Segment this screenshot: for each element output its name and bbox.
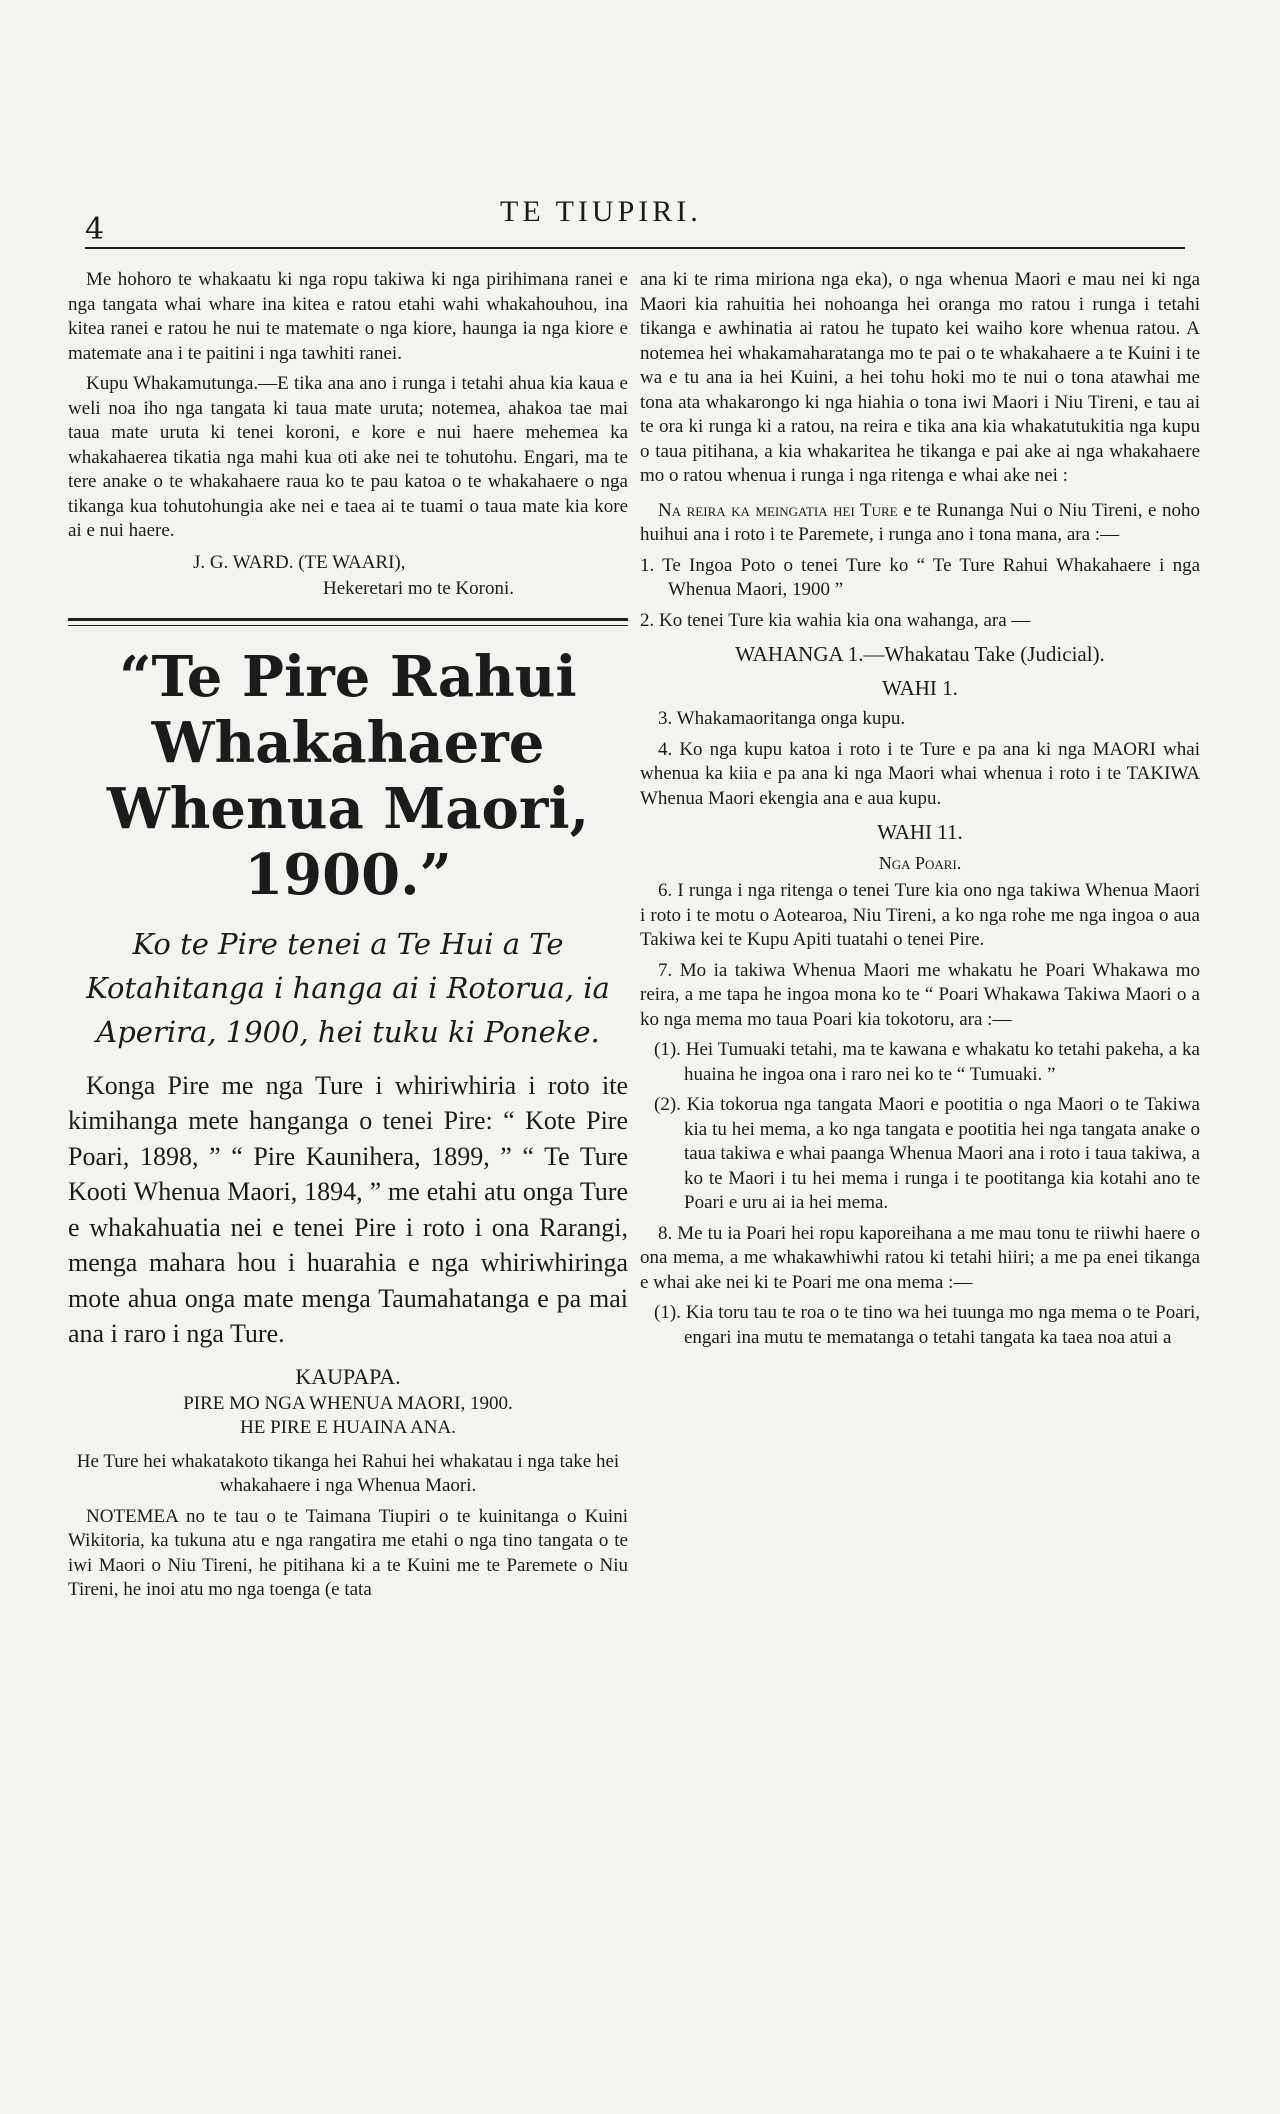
section-7-2: (2). Kia tokorua nga tangata Maori e pootitia o nga Maori o te Takiwa kia tu hei mema, a ko nga tangata e pootitia hei nga tangata anake o taua takiwa e whai paanga Whenua Maori ana i roto i taua takiwa, a ko te Maori i tu hei mema i runga i te pootitanga kia kotahi ano te Poari e uru ai ia hei mema. xyxy=(654,1094,1200,1213)
bill-title: “Te Pire Rahui Whakahaere Whenua Maori, 1900.” xyxy=(106,643,590,908)
signature-name: J. G. WARD. (TE WAARI), xyxy=(193,551,406,573)
section-divider xyxy=(68,618,628,626)
section-4: 4. Ko nga kupu katoa i roto i te Ture e pa ana ki nga MAORI whai whenua ka kiia e pa ana ki nga Maori whai whenua i roto i te TAKIWA Whenua Maori ekengia ana e aua kupu. xyxy=(640,738,1200,809)
page-number: 4 xyxy=(85,212,105,247)
wahi-1-heading: WAHI 1. xyxy=(882,676,958,700)
section-1: 1. Te Ingoa Poto o tenei Ture ko “ Te Ture Rahui Whakahaere i nga Whenua Maori, 1900 ” xyxy=(640,554,1200,600)
nga-poari-heading: Nga Poari. xyxy=(878,853,962,873)
running-title: TE TIUPIRI. xyxy=(500,195,702,228)
section-2: 2. Ko tenei Ture kia wahia kia ona wahanga, ara — xyxy=(640,609,1031,631)
section-7: 7. Mo ia takiwa Whenua Maori me whakatu he Poari Whakawa mo reira, a me tapa he ingoa mona ko te “ Poari Whakawa Takiwa Maori o a ko nga mema mo taua Poari kia tokotoru, ara :— xyxy=(640,959,1200,1030)
paragraph-kupu-whakamutunga: Kupu Whakamutunga.—E tika ana ano i runga i tetahi ahua kia kaua e weli noa iho nga tangata ki taua mate uruta; notemea, ahakoa tae mai taua mate uruta ki tenei koroni, e kore e nui haere mehemea ka whakahaerea tikatia nga mahi kua oti ake nei te tohutohu. Engari, ma te tere anake o te whakahaere raua ko te pau katoa o te whakahaere o nga tikanga kua tohutohungia ake nei e taea ai te tuami o taua mate kia kore ai e nui haere. xyxy=(68,373,628,541)
paragraph-na-reira xyxy=(640,499,1200,548)
signature-title: Hekeretari mo te Koroni. xyxy=(323,577,514,599)
section-7-1: (1). Hei Tumuaki tetahi, ma te kawana e whakatu ko tetahi pakeha, a ka huaina he ingoa ona i raro nei ko te “ Tumuaki. ” xyxy=(654,1039,1200,1085)
section-3: 3. Whakamaoritanga onga kupu. xyxy=(658,708,906,729)
na-reira-lead: Na reira ka meingatia hei Ture xyxy=(658,499,898,521)
pire-mo-heading: PIRE MO NGA WHENUA MAORI, 1900. xyxy=(183,1392,513,1414)
bill-subtitle: Ko te Pire tenei a Te Hui a Te Kotahitanga i hanga ai i Rotorua, ia Aperira, 1900, hei tuku ki Poneke. xyxy=(86,926,610,1049)
paragraph-whakaatu: Me hohoro te whakaatu ki nga ropu takiwa ki nga pirihimana ranei e nga tangata whai whare ina kitea e ratou etahi wahi whakahouhou, ina kitea ranei e ratou he nui te matemate o nga kiore, haunga ia nga kiore e matemate ana i te paitini i nga tawhiti ranei. xyxy=(68,269,628,364)
wahanga-1-heading: WAHANGA 1.—Whakatau Take (Judicial). xyxy=(735,642,1105,666)
na-reira-text: e te Runanga Nui o Niu Tireni, e noho huihui ana i roto i te Paremete, i runga ano i tona mana, ara :— xyxy=(640,499,1200,545)
kaupapa-heading: KAUPAPA. xyxy=(295,1363,401,1389)
left-column xyxy=(68,268,628,1609)
section-8: 8. Me tu ia Poari hei ropu kaporeihana a me mau tonu te riiwhi haere o ona mema, a me whakawhiwhi ratou ki tetahi hiiri; a me pa enei tikanga e whai ake nei ki te Poari me ona mema :— xyxy=(640,1222,1200,1293)
notemea-paragraph: NOTEMEA no te tau o te Taimana Tiupiri o te kuinitanga o Kuini Wikitoria, ka tukuna atu e nga rangatira me etahi o nga tino tangata o te iwi Maori o Niu Tireni, he pitihana ki a te Kuini me te Paremete o Niu Tireni, he inoi atu mo nga toenga (e tata xyxy=(68,1505,628,1600)
he-pire-heading: HE PIRE E HUAINA ANA. xyxy=(240,1416,456,1438)
section-6: 6. I runga i nga ritenga o tenei Ture kia ono nga takiwa Whenua Maori i roto i te motu o Aotearoa, Niu Tireni, a ko nga rohe me nga ingoa o aua Takiwa kei te Kupu Apiti tuatahi o tenei Pire. xyxy=(640,880,1200,950)
header-rule xyxy=(85,247,1185,249)
he-ture-paragraph: He Ture hei whakatakoto tikanga hei Rahui hei whakatau i nga take hei whakahaere i nga Whenua Maori. xyxy=(76,1450,620,1496)
paragraph-pitihana-cont: ana ki te rima miriona nga eka), o nga whenua Maori e mau nei ki nga Maori kia rahuitia hei nohoanga hei oranga mo ratou i runga i tetahi tikanga e awhinatia ai ratou he tupato kei waiho kore whenua ratou. A notemea hei whakamaharatanga mo te pai o te whakahaere a te Kuini i te wa e tu ana ia hei Kuini, a hei tohu hoki mo te nui o tona atawhai me tona ata whakarongo ki nga hiahia o tona iwi Maori i Niu Tireni, e tau ai te ora ki runga ki a ratou, na reira e tika ana kia whakatutukitia nga kupu o taua pitihana, a kia whakaritea he tikanga e pai ake ai nga whakahaere mo o ratou whenua i runga i nga ritenga e whai ake nei : xyxy=(640,269,1200,486)
wahi-11-heading: WAHI 11. xyxy=(877,820,963,844)
right-column xyxy=(640,268,1200,1356)
section-8-1: (1). Kia toru tau te roa o te tino wa hei tuunga mo nga mema o te Poari, engari ina mutu te mematanga o tetahi tangata ka taea noa atui a xyxy=(654,1302,1200,1348)
lead-paragraph: Konga Pire me nga Ture i whiriwhiria i roto ite kimihanga mete hanganga o tenei Pire: “ Kote Pire Poari, 1898, ” “ Pire Kaunihera, 1899, ” “ Te Ture Kooti Whenua Maori, 1894, ” me etahi atu onga Ture e whakahuatia nei e tenei Pire i roto i ona Rarangi, menga mahara hou i huarahia e nga whiriwhiringa mote ahua onga mate menga Taumahatanga e pa mai ana i raro i nga Ture. xyxy=(68,1070,628,1348)
